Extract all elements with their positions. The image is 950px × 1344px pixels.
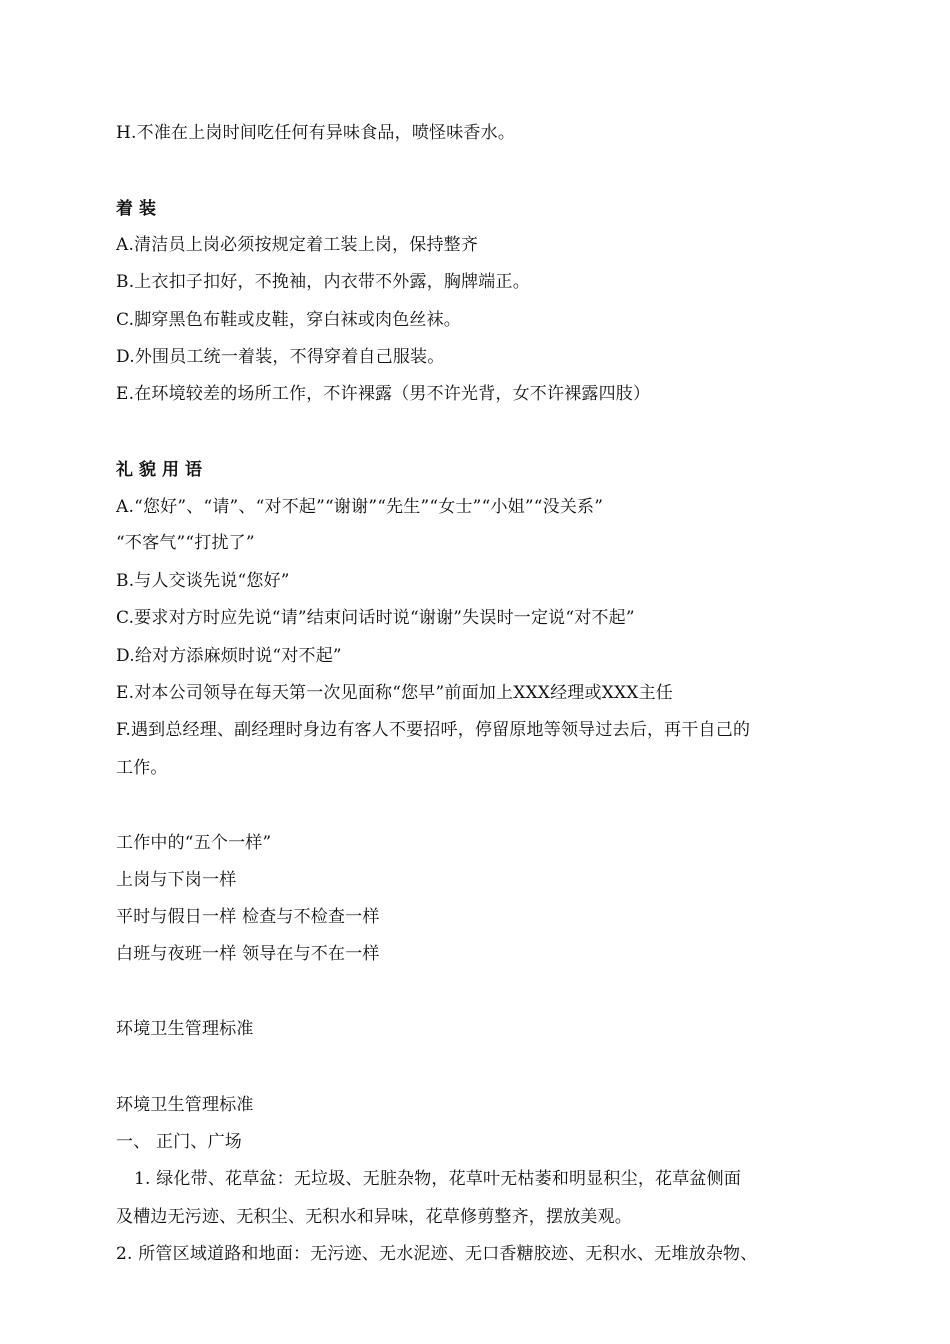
- dress-item-b: B.上衣扣子扣好，不挽袖，内衣带不外露，胸牌端正。: [116, 272, 530, 292]
- five-same-line-1: 上岗与下岗一样: [116, 870, 237, 890]
- polite-item-e: E.对本公司领导在每天第一次见面称“您早”前面加上XXX经理或XXX主任: [116, 683, 674, 703]
- dress-item-c: C.脚穿黑色布鞋或皮鞋，穿白袜或肉色丝袜。: [116, 310, 462, 330]
- polite-item-f: F.遇到总经理、副经理时身边有客人不要招呼，停留原地等领导过去后，再干自己的: [116, 720, 751, 740]
- polite-item-a-cont: “不客气”“打扰了”: [116, 533, 255, 553]
- env-item-1-line-1: 1. 绿化带、花草盆：无垃圾、无脏杂物，花草叶无枯萎和明显积尘，花草盆侧面: [134, 1169, 742, 1189]
- hygiene-item-h: H.不准在上岗时间吃任何有异味食品，喷怪味香水。: [116, 123, 516, 143]
- polite-item-f-cont: 工作。: [116, 758, 168, 778]
- polite-item-c: C.要求对方时应先说“请”结束问话时说“谢谢”失误时一定说“对不起”: [116, 608, 635, 628]
- polite-heading: 礼貌用语: [116, 460, 208, 480]
- five-same-line-3: 白班与夜班一样 领导在与不在一样: [116, 944, 380, 964]
- env-section-1: 一、 正门、广场: [116, 1132, 243, 1152]
- dress-heading: 着装: [116, 199, 162, 219]
- dress-item-a: A.清洁员上岗必须按规定着工装上岗，保持整齐: [116, 235, 479, 255]
- polite-item-a: A.“您好”、“请”、“对不起”“谢谢”“先生”“女士”“小姐”“没关系”: [116, 497, 604, 517]
- five-same-line-2: 平时与假日一样 检查与不检查一样: [116, 907, 380, 927]
- five-same-title: 工作中的“五个一样”: [116, 833, 272, 853]
- dress-item-d: D.外围员工统一着装，不得穿着自己服装。: [116, 347, 445, 367]
- env-title-2: 环境卫生管理标准: [116, 1095, 254, 1115]
- dress-item-e: E.在环境较差的场所工作，不许裸露（男不许光背，女不许裸露四肢）: [116, 384, 651, 404]
- env-item-2-line-1: 2. 所管区域道路和地面：无污迹、无水泥迹、无口香糖胶迹、无积水、无堆放杂物、: [116, 1244, 758, 1264]
- polite-item-b: B.与人交谈先说“您好”: [116, 571, 290, 591]
- env-title-1: 环境卫生管理标准: [116, 1019, 254, 1039]
- env-item-1-line-2: 及槽边无污迹、无积尘、无积水和异味，花草修剪整齐，摆放美观。: [116, 1207, 632, 1227]
- polite-item-d: D.给对方添麻烦时说“对不起”: [116, 646, 342, 666]
